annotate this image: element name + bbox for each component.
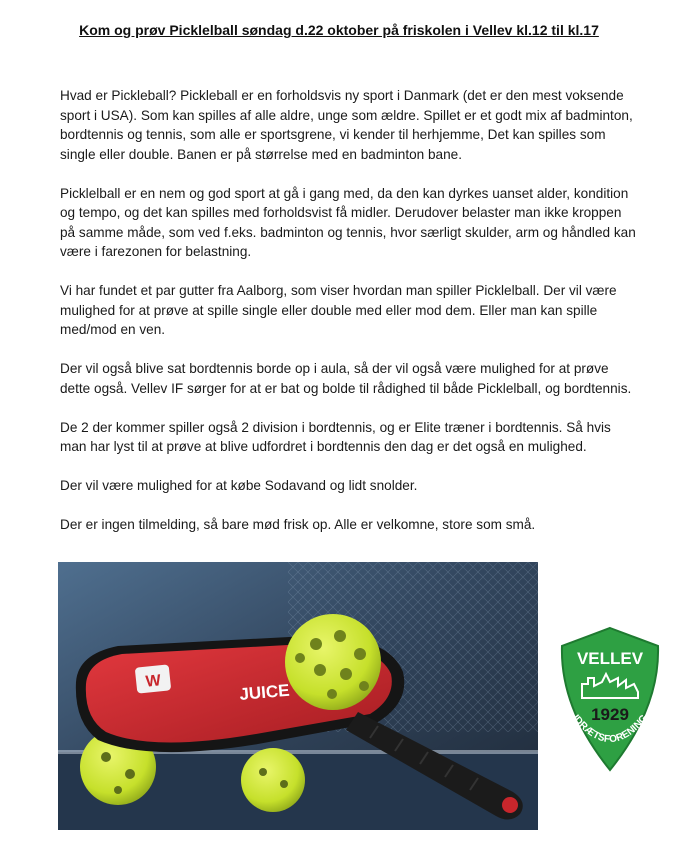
logo-arc-text: IDRÆTSFORENING: [570, 712, 650, 746]
logo-year: 1929: [591, 705, 629, 724]
paragraph-registration: Der er ingen tilmelding, så bare mød frisk op. Alle er velkomne, store som små.: [60, 517, 536, 532]
club-crest: [554, 626, 666, 772]
pickleball-photo: [58, 562, 538, 830]
pickleball-illustration: [58, 562, 538, 830]
paragraph-tabletennis: Der vil også blive sat bordtennis borde op i aula, så der vil også være mulighed for at prøve dette også. Vellev IF sørger for at er bat og bolde til rådighed til både Picklelball, og bordtennis.: [60, 361, 632, 396]
vellev-if-logo: [554, 626, 666, 772]
paragraph-intro: Hvad er Pickleball? Pickleball er en forholdsvis ny sport i Danmark (det er den mest voksende sport i USA). Som kan spilles af alle aldre, unge som ældre. Spillet er et godt mix af badminton, bordtennis og tennis, som alle er sportsgrene, vi kender til herhjemme, Det kan spilles som single eller double. Banen er på størrelse med en badminton bane.: [60, 88, 633, 162]
paddle-brand: W: [144, 672, 162, 691]
paddle-model: JUICE: [238, 680, 291, 704]
logo-top-text: VELLEV: [576, 649, 644, 668]
pickleball-ball: [285, 614, 381, 710]
page-title: Kom og prøv Picklelball søndag d.22 oktober på friskolen i Vellev kl.12 til kl.17: [79, 22, 599, 38]
paragraph-players: De 2 der kommer spiller også 2 division i bordtennis, og er Elite træner i bordtennis. Så hvis man har lyst til at prøve at blive udfordret i bordtennis den dag er det også en mulighed.: [60, 419, 611, 454]
paragraph-benefits: Picklelball er en nem og god sport at gå i gang med, da den kan dyrkes uanset alder, kondition og tempo, og det kan spilles med forholdsvist få midler. Derudover belaster man ikke kroppen på samme måde, som ved f.eks. badminton og tennis, hvor særligt skulder, arm og håndled kan være i farezonen for belastning.: [60, 185, 636, 259]
body-text: [60, 86, 640, 554]
paragraph-guests: Vi har fundet et par gutter fra Aalborg, som viser hvordan man spiller Picklelball. Der vil være mulighed for at prøve at spille single eller double med eller mod dem. Eller man kan spille med/mod en ven.: [60, 283, 617, 337]
paragraph-refreshments: Der vil være mulighed for at købe Sodavand og lidt snolder.: [60, 478, 418, 493]
